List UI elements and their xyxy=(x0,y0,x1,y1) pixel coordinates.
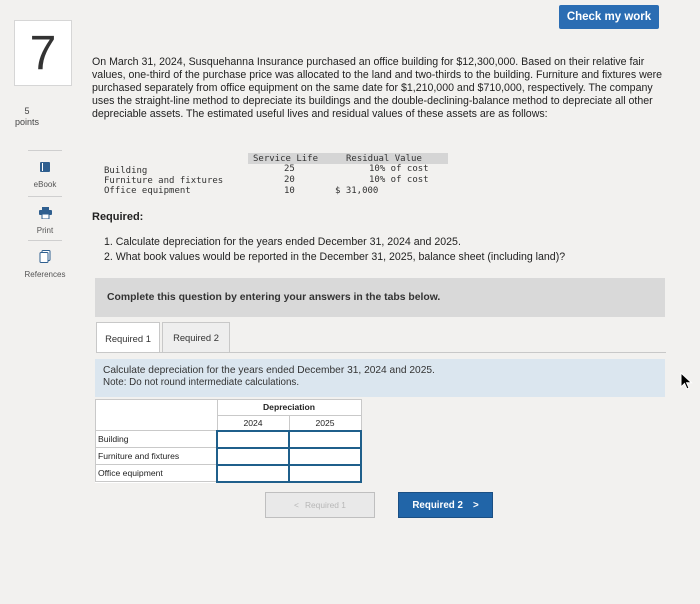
prev-button-label: Required 1 xyxy=(304,500,346,510)
asset-life: 20 xyxy=(284,175,295,185)
references-icon xyxy=(39,250,51,263)
depreciation-header: Depreciation xyxy=(217,400,361,416)
equipment-2024-input-cell[interactable] xyxy=(217,465,289,482)
year-header: 2024 xyxy=(217,415,289,431)
asset-name: Building xyxy=(104,166,148,176)
list-item: 1. Calculate depreciation for the years ended December 31, 2024 and 2025. xyxy=(104,236,461,248)
next-required-button[interactable] xyxy=(398,492,493,518)
sidebar-item-ebook[interactable] xyxy=(20,160,70,189)
asset-name: Furniture and fixtures xyxy=(104,176,224,186)
list-item: 2. What book values would be reported in the December 31, 2025, balance sheet (including land)? xyxy=(104,251,566,263)
building-2024-input[interactable] xyxy=(218,432,288,447)
building-2025-input-cell[interactable] xyxy=(289,431,361,448)
row-label: Furniture and fixtures xyxy=(96,448,218,465)
sidebar-item-references[interactable] xyxy=(20,250,70,279)
asset-residual: 10% of cost xyxy=(369,175,429,185)
check-my-work-button[interactable]: Check my work xyxy=(559,5,659,29)
service-life-header: Service Life xyxy=(253,154,319,164)
complete-instruction-bar xyxy=(95,278,665,317)
table-row xyxy=(96,465,362,482)
furniture-2024-input-cell[interactable] xyxy=(217,448,289,465)
equipment-2024-input[interactable] xyxy=(218,466,288,481)
table-row xyxy=(96,431,362,448)
tab-divider xyxy=(96,352,666,353)
furniture-2024-input[interactable] xyxy=(218,449,288,464)
sidebar-divider xyxy=(28,196,62,197)
equipment-2025-input-cell[interactable] xyxy=(289,465,361,482)
chevron-right-icon: > xyxy=(472,499,479,511)
asset-name: Office equipment xyxy=(104,186,191,196)
row-label: Office equipment xyxy=(96,465,218,482)
tab-instruction-text: Calculate depreciation for the years ended December 31, 2024 and 2025. xyxy=(103,365,435,376)
question-number: 7 xyxy=(14,20,72,86)
asset-residual: 10% of cost xyxy=(369,164,429,174)
required-list xyxy=(104,235,664,265)
equipment-2025-input[interactable] xyxy=(290,466,360,481)
next-button-label: Required 2 xyxy=(412,499,463,511)
row-label: Building xyxy=(96,431,218,448)
building-2025-input[interactable] xyxy=(290,432,360,447)
points-indicator xyxy=(12,106,42,128)
asset-life: 10 xyxy=(284,186,295,196)
mouse-cursor-icon xyxy=(680,372,694,390)
complete-instruction-text: Complete this question by entering your answers in the tabs below. xyxy=(107,292,441,303)
sidebar-item-print[interactable] xyxy=(20,206,70,235)
table-corner xyxy=(96,415,218,431)
depreciation-table xyxy=(95,399,362,483)
sidebar-divider xyxy=(28,150,62,151)
asset-residual: $ 31,000 xyxy=(335,186,379,196)
table-row xyxy=(96,448,362,465)
tab-required-2[interactable]: Required 2 xyxy=(162,322,230,353)
points-value: 5 xyxy=(24,106,30,116)
tab-instruction-panel xyxy=(95,359,665,397)
table-corner xyxy=(96,400,218,416)
residual-value-header: Residual Value xyxy=(346,154,422,164)
furniture-2025-input[interactable] xyxy=(290,449,360,464)
sidebar-item-label: Print xyxy=(36,226,54,235)
problem-statement: On March 31, 2024, Susquehanna Insurance purchased an office building for $12,300,000. Based on their relative fair values, one-third of the purchase price was allocated to the land and two-thirds to the building. Furniture and fixtures were purchased separately from office equipment on the same date for $1,210,000 and $710,000, respectively. The company uses the straight-line method to depreciate its buildings and the double-declining-balance method to depreciate all other depreciable assets. The estimated useful lives and residual values of these assets are as follows: xyxy=(92,56,663,120)
furniture-2025-input-cell[interactable] xyxy=(289,448,361,465)
year-header: 2025 xyxy=(289,415,361,431)
chevron-left-icon: < xyxy=(294,500,299,510)
tab-required-1[interactable]: Required 1 xyxy=(96,322,160,353)
prev-required-button[interactable] xyxy=(265,492,375,518)
sidebar-item-label: References xyxy=(24,270,66,279)
required-heading: Required: xyxy=(92,211,144,223)
book-icon xyxy=(39,161,51,173)
asset-life: 25 xyxy=(284,164,295,174)
sidebar-item-label: eBook xyxy=(33,180,57,189)
points-label: points xyxy=(14,117,40,127)
tab-note-text: Note: Do not round intermediate calculations. xyxy=(103,377,300,388)
building-2024-input-cell[interactable] xyxy=(217,431,289,448)
printer-icon xyxy=(39,207,52,219)
sidebar-divider xyxy=(28,240,62,241)
